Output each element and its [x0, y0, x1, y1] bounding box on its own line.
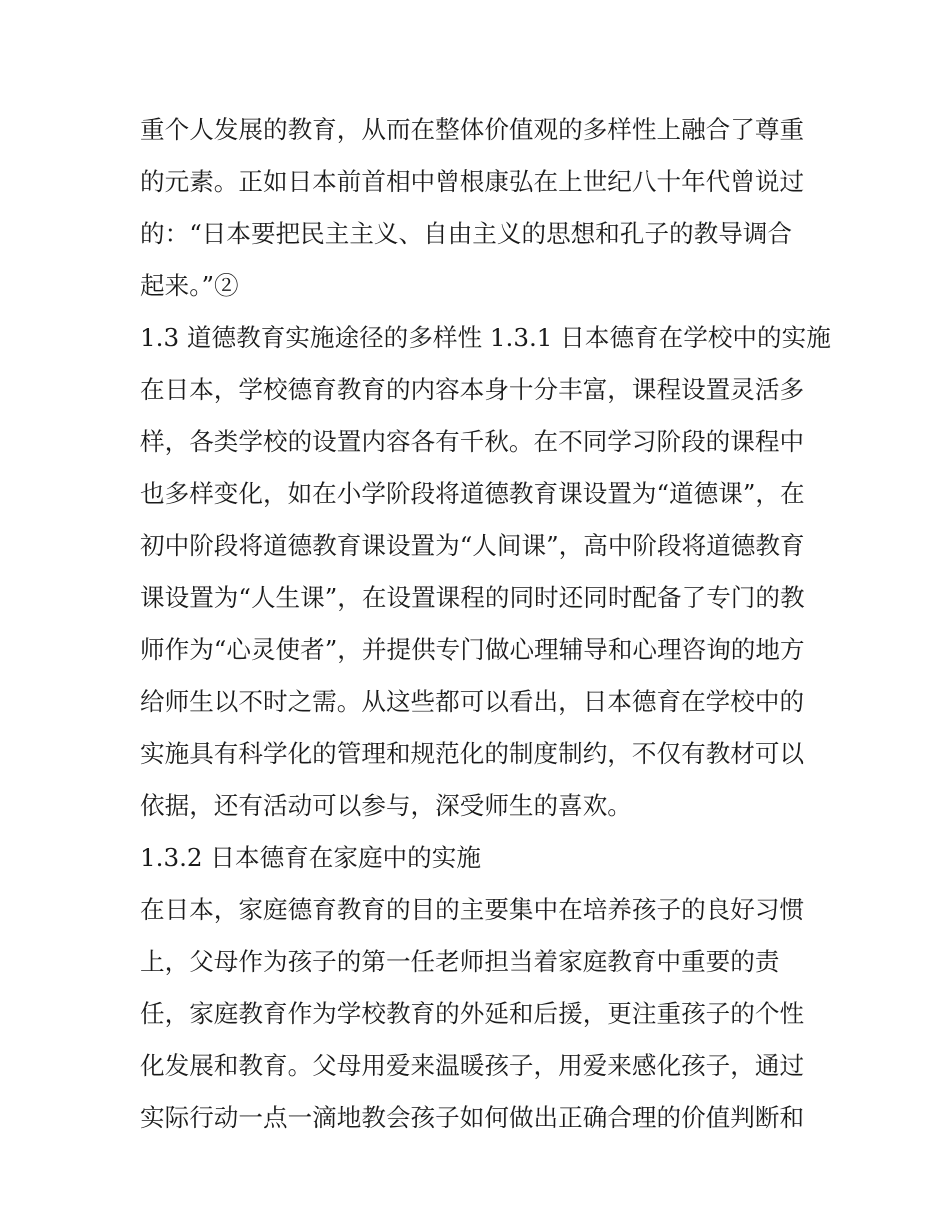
text-line: 样，各类学校的设置内容各有千秋。在不同学习阶段的课程中 [140, 427, 805, 456]
text-line: 给师生以不时之需。从这些都可以看出，日本德育在学校中的 [140, 687, 805, 716]
text-line: 的元素。正如日本前首相中曾根康弘在上世纪八十年代曾说过 [140, 167, 805, 196]
text-line: 依据，还有活动可以参与，深受师生的喜欢。 [140, 791, 632, 820]
text-line: 重个人发展的教育，从而在整体价值观的多样性上融合了尊重 [140, 115, 805, 144]
section-heading-line: 1.3 道德教育实施途径的多样性 1.3.1 日本德育在学校中的实施 [140, 323, 831, 352]
text-line: 的：“日本要把民主主义、自由主义的思想和孔子的教导调合 [140, 219, 793, 248]
text-line: 也多样变化，如在小学阶段将道德教育课设置为“道德课”，在 [140, 479, 805, 508]
text-line: 师作为“心灵使者”，并提供专门做心理辅导和心理咨询的地方 [140, 635, 805, 664]
text-line: 起来。”② [140, 271, 239, 300]
text-line: 实际行动一点一滴地教会孩子如何做出正确合理的价值判断和 [140, 1103, 805, 1132]
text-line: 化发展和教育。父母用爱来温暖孩子，用爱来感化孩子，通过 [140, 1051, 805, 1080]
body-text [140, 104, 831, 1144]
text-line: 上，父母作为孩子的第一任老师担当着家庭教育中重要的责 [140, 947, 780, 976]
text-line: 在日本，学校德育教育的内容本身十分丰富，课程设置灵活多 [140, 375, 805, 404]
section-heading-line: 1.3.2 日本德育在家庭中的实施 [140, 843, 481, 872]
text-line: 任，家庭教育作为学校教育的外延和后援，更注重孩子的个性 [140, 999, 805, 1028]
text-line: 实施具有科学化的管理和规范化的制度制约，不仅有教材可以 [140, 739, 805, 768]
text-line: 课设置为“人生课”，在设置课程的同时还同时配备了专门的教 [140, 583, 805, 612]
text-line: 初中阶段将道德教育课设置为“人间课”，高中阶段将道德教育 [140, 531, 805, 560]
text-line: 在日本，家庭德育教育的目的主要集中在培养孩子的良好习惯 [140, 895, 805, 924]
